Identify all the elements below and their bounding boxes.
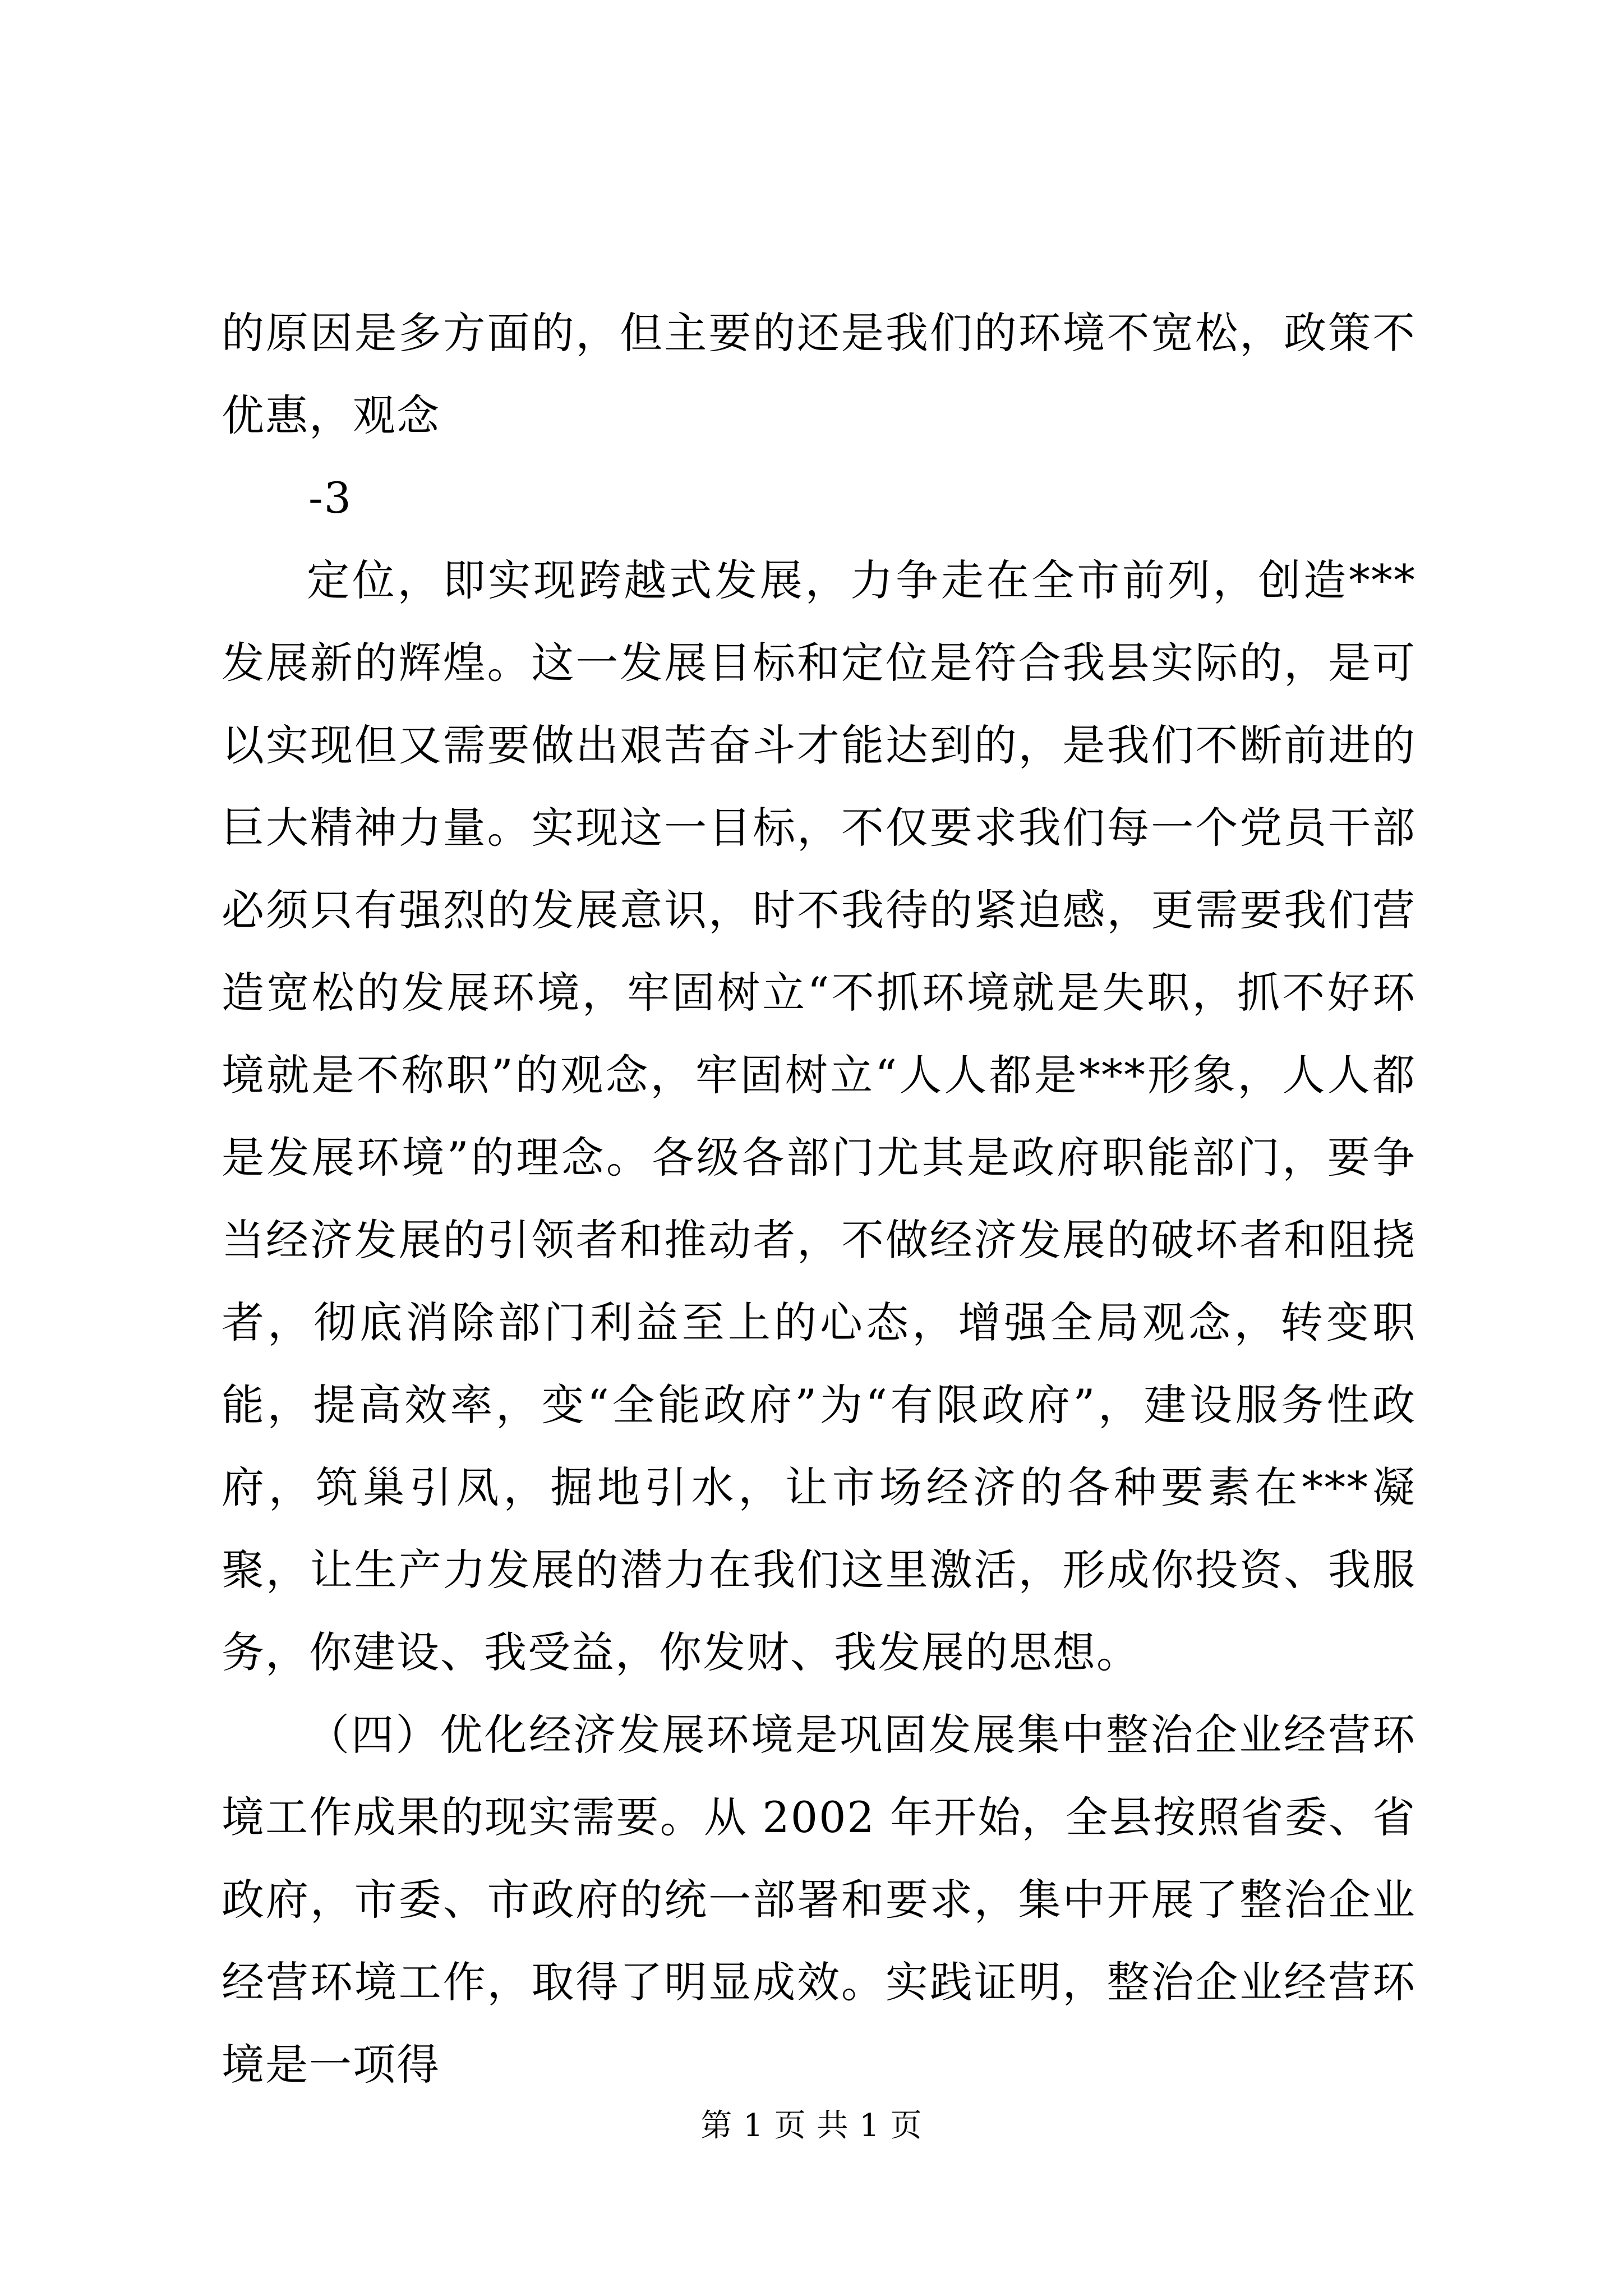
body-text [222, 292, 1416, 2106]
paragraph-positioning: 定位，即实现跨越式发展，力争走在全市前列，创造***发展新的辉煌。这一发展目标和定位是符合我县实际的，是可以实现但又需要做出艰苦奋斗才能达到的，是我们不断前进的巨大精神力量。实现这一目标，不仅要求我们每一个党员干部必须只有强烈的发展意识，时不我待的紧迫感，更需要我们营造宽松的发展环境，牢固树立“不抓环境就是失职，抓不好环境就是不称职”的观念，牢固树立“人人都是***形象，人人都是发展环境”的理念。各级各部门尤其是政府职能部门，要争当经济发展的引领者和推动者，不做经济发展的破坏者和阻挠者，彻底消除部门利益至上的心态，增强全局观念，转变职能，提高效率，变“全能政府”为“有限政府”，建设服务性政府，筑巢引凤，掘地引水，让市场经济的各种要素在***凝聚，让生产力发展的潜力在我们这里激活，形成你投资、我服务，你建设、我受益，你发财、我发展的思想。 [222, 555, 1416, 1677]
paragraph-continuation: 的原因是多方面的，但主要的还是我们的环境不宽松，政策不优惠，观念 [222, 308, 1416, 440]
page-footer: 第 1 页 共 1 页 [700, 2108, 923, 2144]
paragraph-section-four: （四）优化经济发展环境是巩固发展集中整治企业经营环境工作成果的现实需要。从 2002 年开始，全县按照省委、省政府，市委、市政府的统一部署和要求，集中开展了整治企业经营环境工作，取得了明显成效。实践证明，整治企业经营环境是一项得 [222, 1710, 1416, 2090]
page-marker: -3 [308, 473, 353, 523]
